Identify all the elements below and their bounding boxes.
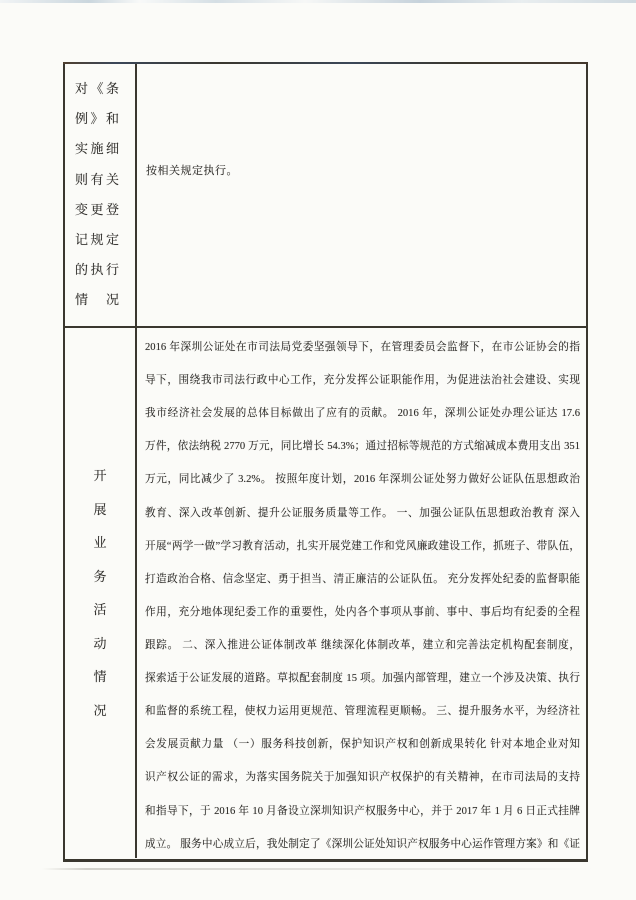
label-line: 记规定	[75, 231, 122, 247]
text-line: 作用，充分地体现纪委工作的重要性，处内各个事项从事前、事中、事后均有纪委的全程	[145, 606, 580, 618]
text-line: 教育、深入改革创新、提升公证服务质量等工作。 一、加强公证队伍思想政治教育 深入	[145, 507, 580, 519]
label-line: 务	[93, 568, 107, 584]
report-table	[63, 62, 588, 862]
label-line: 例》和	[75, 111, 122, 127]
label-line: 变更登	[75, 201, 122, 217]
label-line: 的执行	[75, 262, 122, 278]
text-line: 2016 年深圳公证处在市司法局党委坚强领导下，在管理委员会监督下，在市公证协会的指	[145, 342, 580, 353]
regulation-content-cell	[137, 64, 586, 326]
label-line: 情	[93, 669, 107, 684]
regulation-label	[65, 64, 135, 316]
activities-paragraph	[137, 328, 586, 858]
text-line: 万件，依法纳税 2770 万元，同比增长 54.3%；通过招标等规范的方式缩减成本费用支出 351	[145, 441, 580, 453]
text-line: 开展“两学一做”学习教育活动，扎实开展党建工作和党风廉政建设工作，抓班子、带队伍，	[145, 540, 580, 552]
activities-label-cell	[65, 328, 137, 858]
label-line: 动	[93, 635, 107, 651]
scanner-edge-artifact	[0, 0, 636, 3]
label-line: 则有关	[75, 171, 122, 187]
text-line: 识产权公证的需求，为落实国务院关于加强知识产权保护的有关精神，在市司法局的支持	[145, 772, 580, 784]
table-row-regulation	[65, 64, 586, 328]
label-line: 展	[93, 501, 107, 517]
text-line: 跟踪。 二、深入推进公证体制改革 继续深化体制改革，建立和完善法定机构配套制度，	[145, 639, 580, 651]
text-line: 和监督的系统工程，使权力运用更规范、管理流程更顺畅。 三、提升服务水平，为经济社	[145, 706, 580, 718]
text-line: 探索适于公证发展的道路。草拟配套制度 15 项。加强内部管理，建立一个涉及决策、执行	[145, 673, 580, 685]
activities-label	[65, 328, 135, 858]
label-line: 况	[93, 702, 107, 718]
label-line: 活	[93, 602, 107, 617]
text-line: 打造政治合格、信念坚定、勇于担当、清正廉洁的公证队伍。 充分发挥处纪委的监督职能	[145, 573, 580, 585]
label-line: 对《条	[75, 81, 122, 96]
regulation-content-text: 按相关规定执行。	[146, 165, 238, 177]
text-line: 成立。 服务中心成立后，我处制定了《深圳公证处知识产权服务中心运作管理方案》和《证	[145, 838, 580, 850]
table-row-activities	[65, 328, 586, 858]
activities-content-cell	[137, 328, 586, 858]
regulation-label-cell	[65, 64, 137, 326]
text-line: 和指导下，于 2016 年 10 月备设立深圳知识产权服务中心，并于 2017 年 1 月 6 日正式挂牌	[145, 805, 580, 817]
text-line: 我市经济社会发展的总体目标做出了应有的贡献。 2016 年，深圳公证处办理公证达 17.6	[145, 408, 580, 420]
text-line: 导下，围绕我市司法行政中心工作，充分发挥公证职能作用，为促进法治社会建设、实现	[145, 375, 580, 387]
label-line: 实施细	[75, 141, 122, 157]
text-line: 会发展贡献力量 （一）服务科技创新，保护知识产权和创新成果转化 针对本地企业对知	[145, 739, 580, 751]
scan-shadow-line	[42, 868, 594, 870]
label-line: 业	[93, 535, 107, 550]
label-line: 开	[93, 468, 107, 483]
label-line: 情 况	[75, 292, 122, 308]
text-line: 万元，同比减少了 3.2%。 按照年度计划，2016 年深圳公证处努力做好公证队伍思想政治	[145, 474, 580, 486]
